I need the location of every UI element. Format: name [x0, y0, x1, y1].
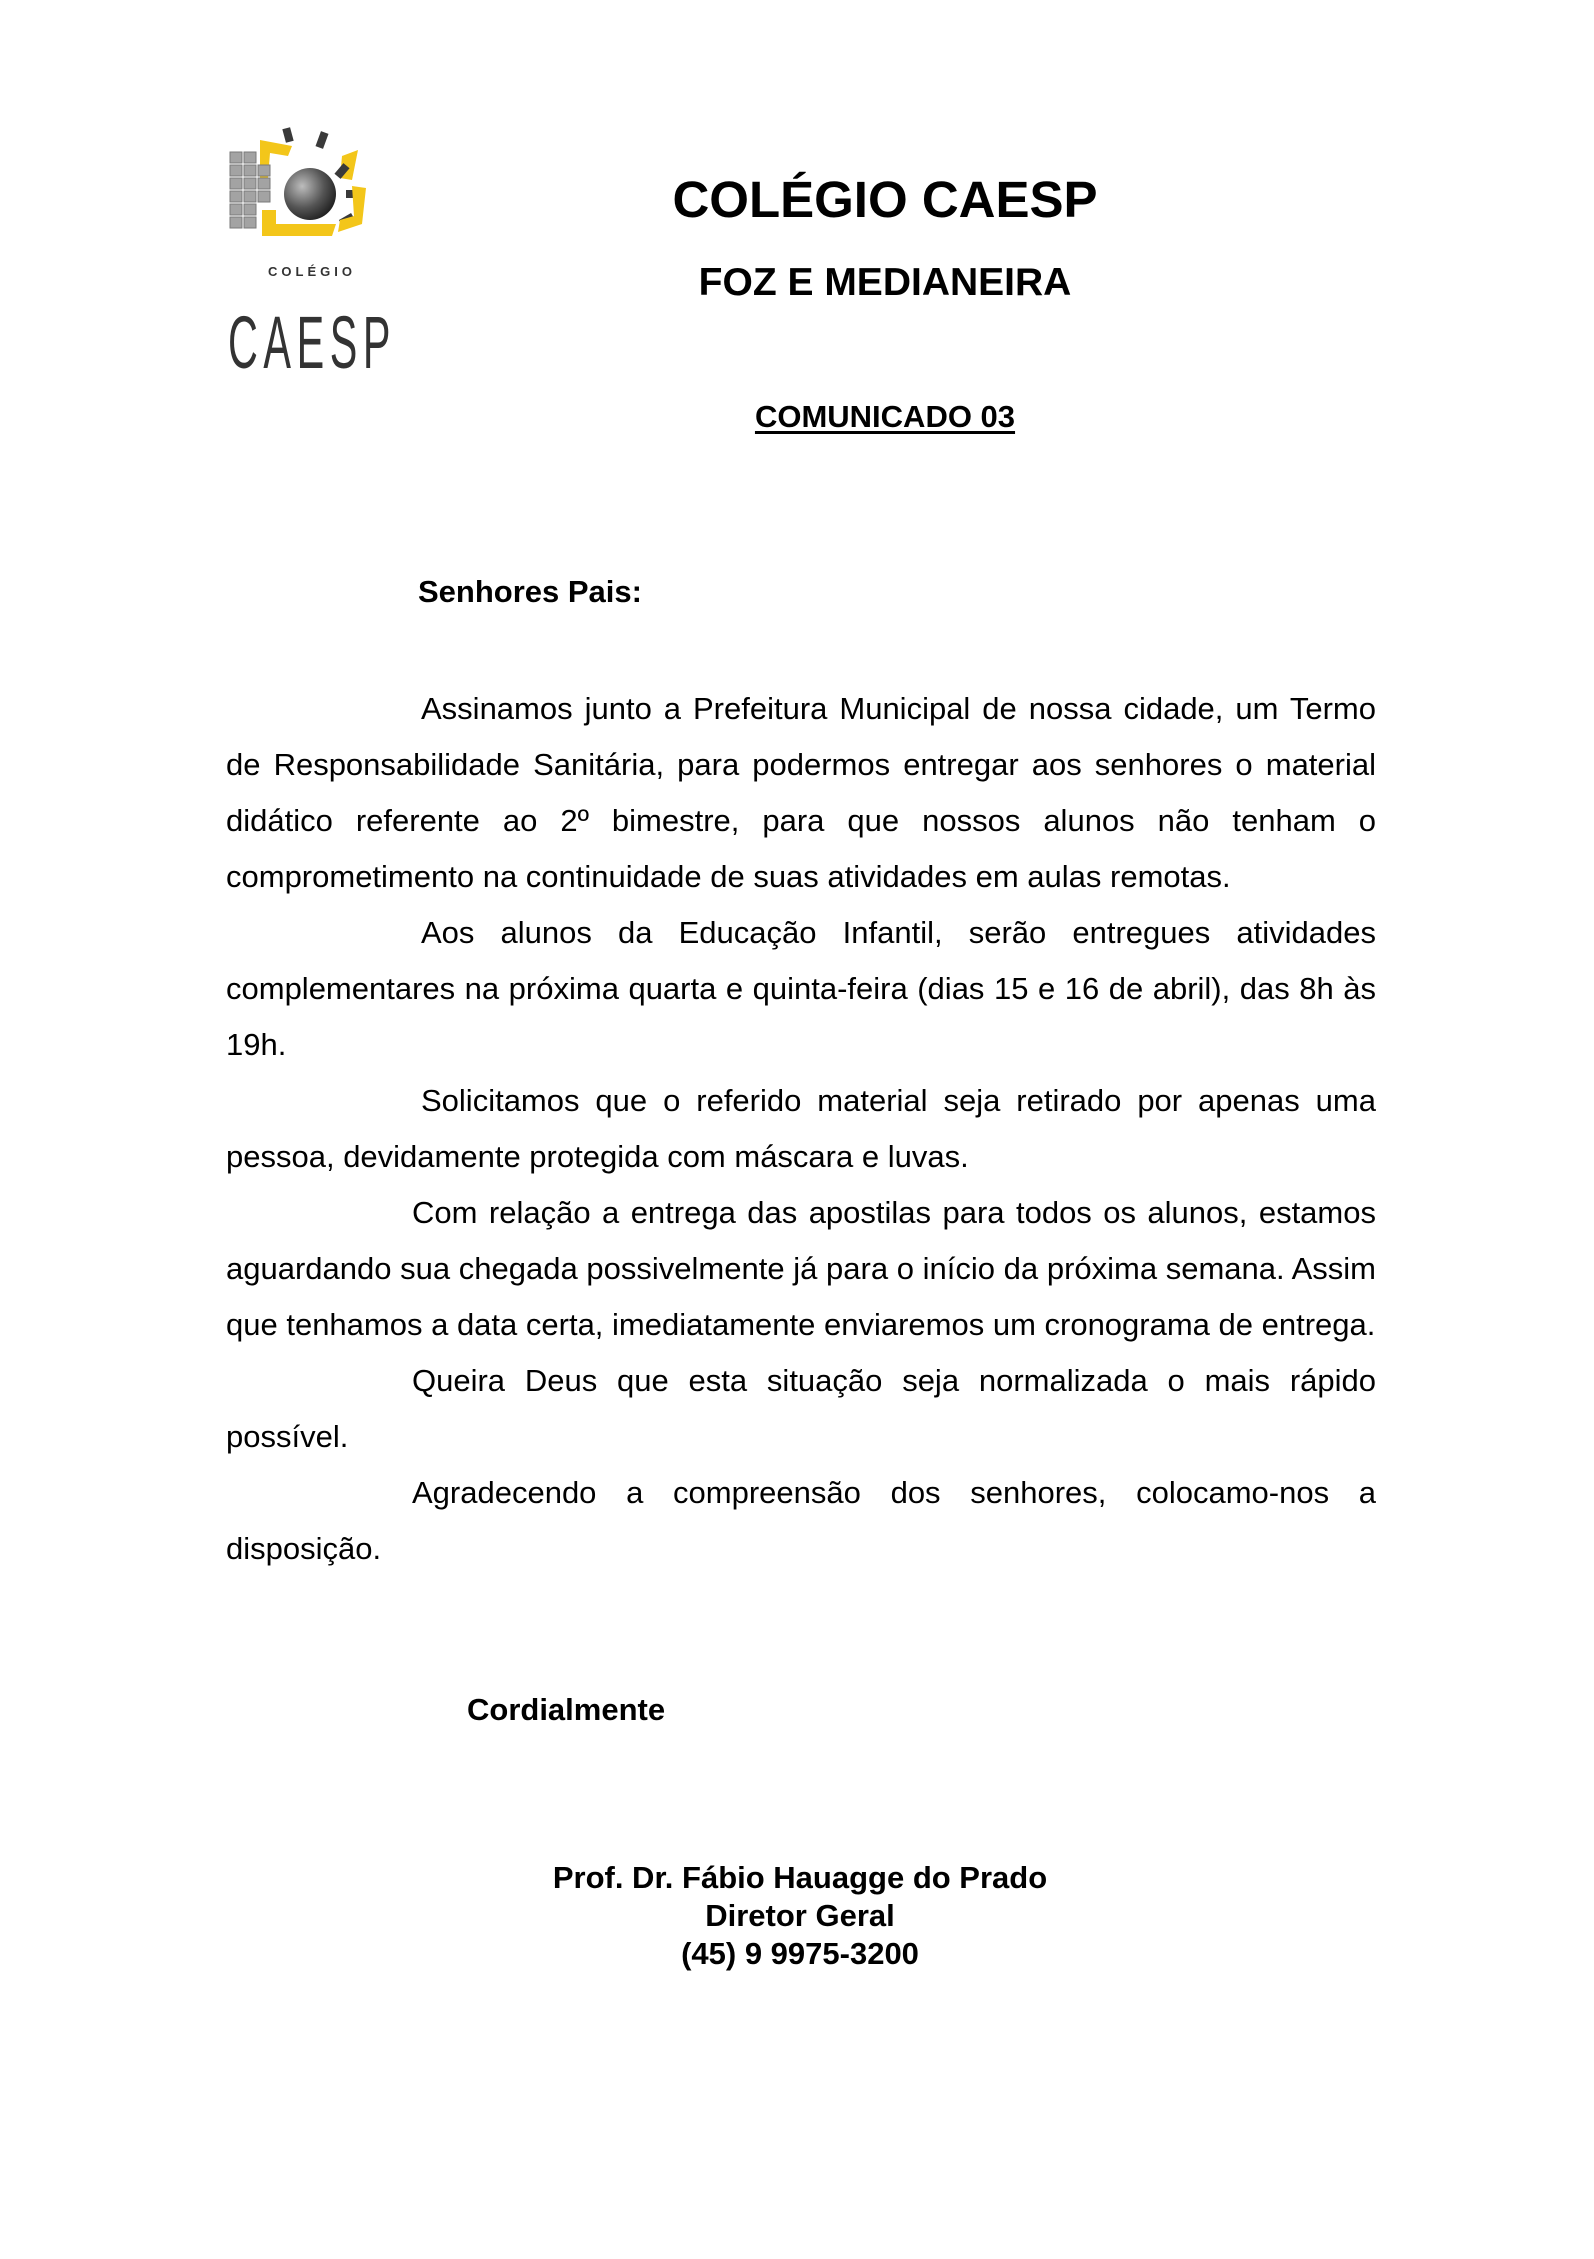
- letter-body: [226, 681, 1376, 1577]
- body-paragraph: Com relação a entrega das apostilas para todos os alunos, estamos aguardando sua chegada possivelmente já para o início da próxima semana. Assim que tenhamos a data certa, imediatamente enviaremos um cronograma de entrega.: [226, 1195, 1376, 1342]
- signer-role: Diretor Geral: [705, 1898, 895, 1933]
- closing: Cordialmente: [467, 1692, 666, 1727]
- signer-name: Prof. Dr. Fábio Hauagge do Prado: [552, 1860, 1048, 1895]
- signer-phone: (45) 9 9975-3200: [681, 1936, 919, 1971]
- school-subtitle: FOZ E MEDIANEIRA: [698, 261, 1072, 304]
- signature-block: [450, 1859, 1150, 1973]
- logo-small-text: COLÉGIO: [268, 264, 356, 279]
- school-logo: [222, 128, 402, 384]
- logo-big-text: CAESP: [228, 301, 396, 384]
- logo-emblem: [222, 128, 402, 384]
- salutation: Senhores Pais:: [418, 574, 642, 609]
- school-name: COLÉGIO CAESP: [672, 171, 1098, 228]
- body-paragraph: Agradecendo a compreensão dos senhores, colocamo-nos a disposição.: [226, 1475, 1376, 1566]
- body-paragraph: Assinamos junto a Prefeitura Municipal de nossa cidade, um Termo de Responsabilidade Sanitária, para podermos entregar aos senhores o material didático referente ao 2º bimestre, para que nossos alunos não tenham o comprometimento na continuidade de suas atividades em aulas remotas.: [226, 691, 1376, 894]
- body-paragraph: Queira Deus que esta situação seja normalizada o mais rápido possível.: [226, 1363, 1376, 1454]
- notice-title: COMUNICADO 03: [754, 399, 1016, 434]
- body-paragraph: Solicitamos que o referido material seja retirado por apenas uma pessoa, devidamente protegida com máscara e luvas.: [226, 1083, 1376, 1174]
- body-paragraph: Aos alunos da Educação Infantil, serão entregues atividades complementares na próxima quarta e quinta-feira (dias 15 e 16 de abril), das 8h às 19h.: [226, 915, 1376, 1062]
